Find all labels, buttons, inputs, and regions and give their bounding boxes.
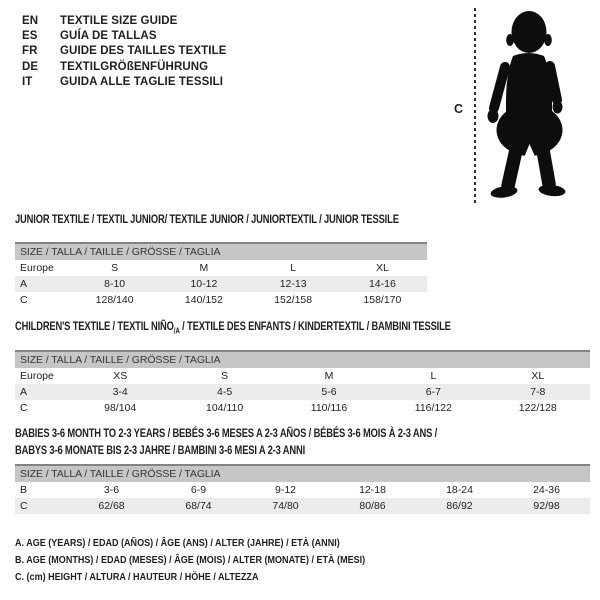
table-cell: 8-10 [70, 276, 159, 292]
babies-table-title [15, 425, 437, 459]
table-cell: 10-12 [159, 276, 248, 292]
legend-note-b: B. AGE (MONTHS) / EDAD (MESES) / ÂGE (MOIS) / ALTER (MONATE) / ETÀ (MESI) [15, 554, 366, 566]
table-cell: 98/104 [104, 402, 137, 414]
lang-code: ES [22, 30, 38, 43]
table-cell: M [199, 262, 209, 274]
children-title-post: / TEXTILE DES ENFANTS / KINDERTEXTIL / BAMBINI TESSILE [179, 319, 451, 333]
table-row [15, 260, 427, 276]
table-row [15, 368, 590, 384]
row-label: C [15, 498, 68, 514]
table-cell: 7-8 [486, 384, 590, 400]
babies-title-line1: BABIES 3-6 MONTH TO 2-3 YEARS / BEBÉS 3-6 MESES A 2-3 AÑOS / BÉBÉS 3-6 MOIS À 2-3 ANS / [15, 426, 438, 440]
table-cell: L [290, 262, 297, 274]
table-cell: 158/170 [363, 294, 402, 306]
table-cell: 62/68 [68, 498, 155, 514]
table-cell: 104/110 [205, 402, 244, 414]
row-label: Europe [20, 370, 54, 382]
lang-row-en [22, 13, 227, 28]
lang-title: GUÍA DE TALLAS [60, 30, 157, 43]
lang-title: TEXTILE SIZE GUIDE [60, 14, 178, 27]
size-header-label: SIZE / TALLA / TAILLE / GRÖSSE / TAGLIA [15, 243, 427, 260]
lang-code: EN [22, 14, 39, 27]
lang-title: GUIDA ALLE TAGLIE TESSILI [60, 76, 224, 89]
row-label: A [15, 276, 70, 292]
size-header-band [15, 351, 590, 368]
lang-code: IT [22, 76, 33, 89]
table-row [15, 276, 427, 292]
babies-size-table [15, 464, 590, 514]
row-label: C [20, 294, 28, 306]
size-header-label: SIZE / TALLA / TAILLE / GRÖSSE / TAGLIA [15, 465, 590, 482]
children-table-title [15, 319, 451, 335]
lang-row-de [22, 59, 227, 74]
table-cell: 80/86 [329, 498, 416, 514]
table-cell: 3-4 [68, 384, 172, 400]
row-label: Europe [20, 262, 54, 274]
table-row [15, 292, 427, 308]
junior-table-title: JUNIOR TEXTILE / TEXTIL JUNIOR/ TEXTILE JUNIOR / JUNIORTEXTIL / JUNIOR TESSILE [15, 212, 399, 226]
lang-row-it [22, 75, 227, 90]
lang-title: GUIDE DES TAILLES TEXTILE [60, 45, 227, 58]
lang-code: DE [22, 60, 39, 73]
table-row [15, 384, 590, 400]
children-title-pre: CHILDREN'S TEXTILE / TEXTIL NIÑO [15, 319, 174, 333]
size-header-band [15, 243, 427, 260]
table-cell: 5-6 [277, 384, 381, 400]
table-cell: 92/98 [503, 498, 590, 514]
lang-row-fr [22, 44, 227, 59]
language-header [22, 13, 227, 90]
table-cell: 9-12 [274, 484, 296, 496]
table-cell: M [324, 370, 334, 382]
table-cell: 24-36 [533, 484, 560, 496]
row-label: B [20, 484, 28, 496]
table-cell: 6-7 [381, 384, 485, 400]
children-title-sub: /A [173, 326, 180, 336]
legend-note-a: A. AGE (YEARS) / EDAD (AÑOS) / ÂGE (ANS) / ALTER (JAHRE) / ETÀ (ANNI) [15, 537, 340, 549]
table-row [15, 400, 590, 416]
junior-size-table [15, 242, 427, 308]
table-cell: 152/158 [274, 294, 313, 306]
legend-notes [15, 535, 365, 586]
height-measure-label: C [454, 102, 464, 116]
table-cell: XL [375, 262, 389, 274]
table-cell: 12-13 [249, 276, 338, 292]
table-cell: L [430, 370, 437, 382]
children-size-table [15, 350, 590, 416]
table-cell: 122/128 [518, 402, 557, 414]
size-header-label: SIZE / TALLA / TAILLE / GRÖSSE / TAGLIA [15, 351, 590, 368]
legend-note-c: C. (cm) HEIGHT / ALTURA / HAUTEUR / HÖHE / ALTEZZA [15, 571, 259, 583]
table-cell: 12-18 [359, 484, 386, 496]
row-label: A [15, 384, 68, 400]
lang-title: TEXTILGRÖßENFÜHRUNG [60, 60, 209, 73]
table-cell: 140/152 [184, 294, 223, 306]
table-row [15, 498, 590, 514]
table-cell: 116/122 [414, 402, 452, 414]
table-cell: 18-24 [446, 484, 473, 496]
table-cell: S [221, 370, 229, 382]
table-cell: 3-6 [103, 484, 120, 496]
table-cell: 68/74 [155, 498, 242, 514]
table-cell: 110/116 [310, 402, 348, 414]
table-cell: 6-9 [190, 484, 207, 496]
table-row [15, 482, 590, 498]
table-cell: XL [531, 370, 545, 382]
lang-code: FR [22, 45, 38, 58]
table-cell: 86/92 [416, 498, 503, 514]
table-cell: S [111, 262, 119, 274]
row-label: C [20, 402, 28, 414]
table-cell: 128/140 [95, 294, 134, 306]
height-measure-line [474, 8, 476, 206]
toddler-silhouette-icon [480, 6, 575, 206]
size-header-band [15, 465, 590, 482]
lang-row-es [22, 28, 227, 43]
table-cell: 74/80 [242, 498, 329, 514]
babies-title-line2: BABYS 3-6 MONATE BIS 2-3 JAHRE / BAMBINI 3-6 MESI A 2-3 ANNI [15, 443, 306, 457]
table-cell: 14-16 [338, 276, 427, 292]
table-cell: 4-5 [172, 384, 276, 400]
table-cell: XS [113, 370, 128, 382]
